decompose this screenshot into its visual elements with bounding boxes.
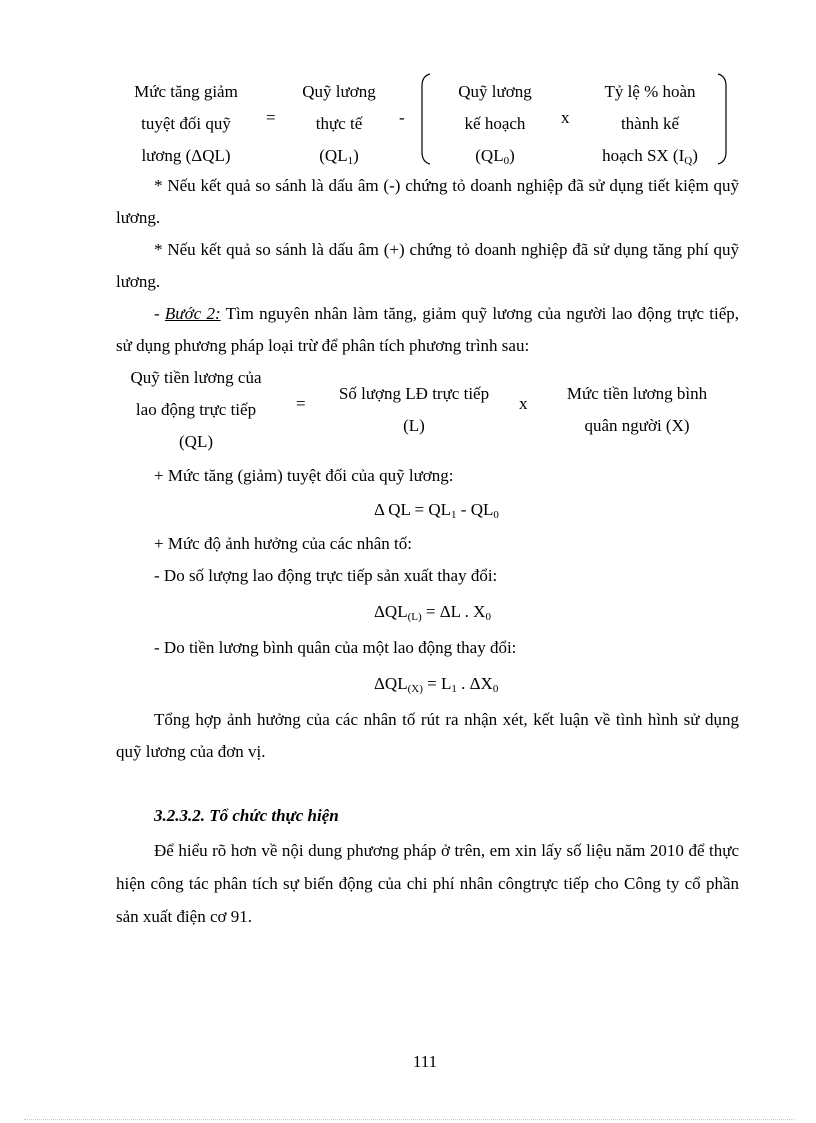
line-labor-change: - Do số lượng lao động trực tiếp sản xuất thay đổi:	[154, 566, 498, 585]
paragraph-step-2: - Bước 2: Tìm nguyên nhân làm tăng, giảm quỹ lương của người lao động trực tiếp, sử dụng phương pháp loại trừ để phân tích phương trình sau:	[116, 304, 739, 355]
formula-wage-effect: $\Delta QL_{(X)} = L_1$ . $\Delta X_0$	[374, 674, 499, 695]
formula1-planned-fund: Quỹ lương kế hoạch $(QL_0)$	[458, 82, 532, 167]
formula2-wage-fund: Quỹ tiền lương của lao động trực tiếp (QL)	[130, 368, 262, 451]
left-paren-icon	[416, 72, 432, 166]
formula1-actual-fund: Quỹ lương thực tế $(QL_1)$	[302, 82, 376, 167]
formula-labor-effect: $\Delta QL_{(L)} = \Delta L$ . $X_0$	[374, 602, 491, 623]
right-paren-icon	[716, 72, 732, 166]
paragraph-positive-result: * Nếu kết quả so sánh là dấu âm (+) chứng tỏ doanh nghiệp đã sử dụng tăng phí quỹ lương.	[116, 240, 739, 291]
paragraph-summary: Tổng hợp ảnh hưởng của các nhân tố rút ra nhận xét, kết luận về tình hình sử dụng quỹ lương của đơn vị.	[116, 710, 739, 761]
formula2-average-wage: Mức tiền lương bình quân người (X)	[566, 384, 708, 435]
formula-delta-ql: Δ QL = $QL_1 - QL_0$	[374, 500, 499, 521]
formula2-times: x	[519, 394, 528, 413]
paragraph-negative-result: * Nếu kết quả so sánh là dấu âm (-) chứng tỏ doanh nghiệp đã sử dụng tiết kiệm quỹ lương.	[116, 176, 739, 227]
formula1-times: x	[561, 108, 570, 127]
formula1-left-term: Mức tăng giảm tuyệt đối quỹ lương (ΔQL)	[134, 82, 238, 165]
formula1-completion-rate: Tỷ lệ % hoàn thành kế hoạch SX $(I_Q)$	[602, 82, 698, 167]
line-absolute-change: + Mức tăng (giảm) tuyệt đối của quỹ lương:	[154, 466, 454, 485]
formula1-equals: =	[266, 108, 276, 127]
page-divider	[24, 1119, 794, 1120]
formula2-labor-count: Số lượng LĐ trực tiếp (L)	[338, 384, 490, 435]
paragraph-implementation: Để hiểu rõ hơn về nội dung phương pháp ở trên, em xin lấy số liệu năm 2010 để thực hiện công tác phân tích sự biến động của chi phí nhân côngtrực tiếp cho Công ty cổ phần sản xuất điện cơ 91.	[116, 841, 739, 926]
line-factors: + Mức độ ảnh hưởng của các nhân tố:	[154, 534, 412, 553]
formula1-minus: -	[399, 108, 405, 127]
section-heading: 3.2.3.2. Tổ chức thực hiện	[154, 806, 339, 825]
page-number: 111	[412, 1052, 438, 1071]
line-wage-change: - Do tiền lương bình quân của một lao động thay đổi:	[154, 638, 517, 657]
formula2-equals: =	[296, 394, 306, 413]
